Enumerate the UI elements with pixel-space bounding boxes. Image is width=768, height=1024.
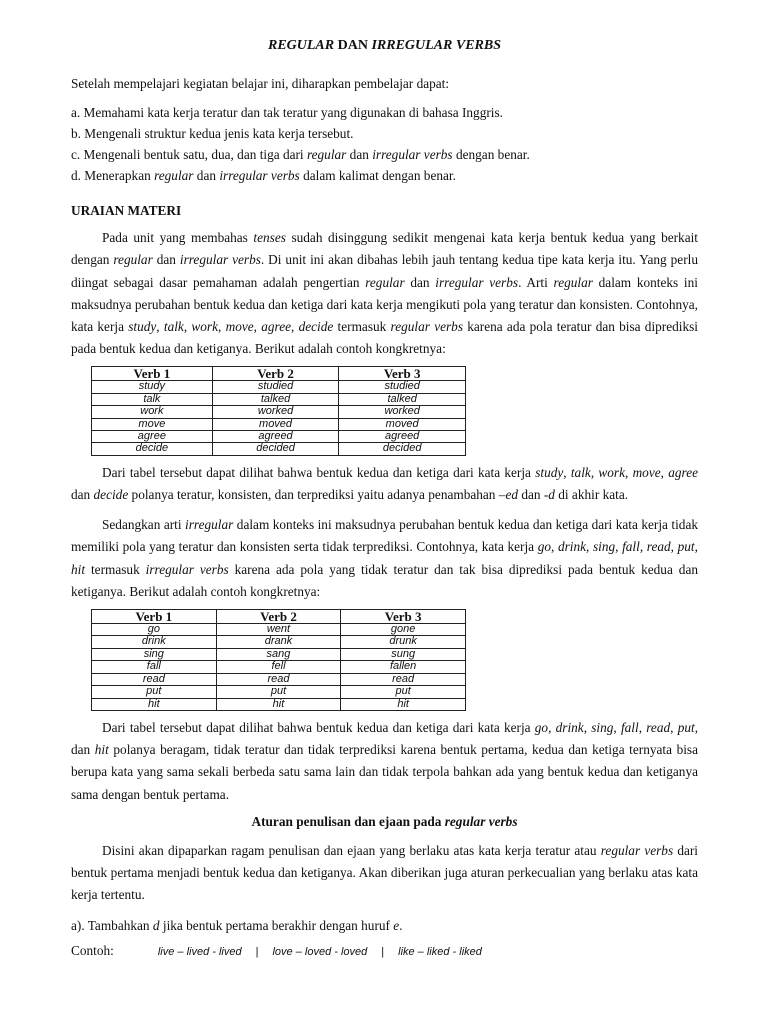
table-cell: gone [341, 624, 466, 636]
table-row [92, 624, 466, 636]
table-cell: drink [92, 636, 217, 648]
rule-a: a). Tambahkan d jika bentuk pertama berakhir dengan huruf e. [71, 918, 403, 934]
table-cell: put [92, 686, 217, 698]
table-cell: sung [341, 648, 466, 660]
objective-c: c. Mengenali bentuk satu, dua, dan tiga dari regular dan irregular verbs dengan benar. [71, 147, 530, 163]
table-cell: decided [212, 443, 339, 455]
header-verb-2: Verb 2 [212, 367, 339, 381]
table-row [92, 686, 466, 698]
table-cell: decide [92, 443, 213, 455]
header-verb-3: Verb 3 [339, 367, 466, 381]
table-cell: talked [212, 393, 339, 405]
table-cell: go [92, 624, 217, 636]
table-cell: read [92, 673, 217, 685]
paragraph-4: Dari tabel tersebut dapat dilihat bahwa bentuk kedua dan ketiga dari kata kerja go, drink, sing, fall, read, put, dan hit polanya beragam, tidak teratur dan tidak terprediksi karena bentuk pertama, kedua dan ketiga ternyata bisa berupa kata yang sama sekali berbeda satu sama lain dan tidak terpola bahkan ada yang bentuk kedua dan ketiganya sama dengan bentuk pertama. [71, 719, 699, 802]
example-label: Contoh: [71, 942, 114, 958]
title-dan: DAN [334, 38, 372, 53]
table-cell: studied [339, 381, 466, 393]
table-cell: fell [216, 661, 341, 673]
table-cell: study [92, 381, 213, 393]
table-cell: put [341, 686, 466, 698]
header-verb-2: Verb 2 [216, 610, 341, 624]
table-cell: hit [341, 698, 466, 710]
header-verb-1: Verb 1 [92, 610, 217, 624]
table-cell: drank [216, 636, 341, 648]
table-row [92, 418, 466, 430]
table-row [92, 443, 466, 455]
table-cell: decided [339, 443, 466, 455]
table-cell: moved [339, 418, 466, 430]
table-cell: worked [212, 406, 339, 418]
table-cell: talked [339, 393, 466, 405]
table-cell: agreed [212, 431, 339, 443]
table-cell: move [92, 418, 213, 430]
table-row [92, 661, 466, 673]
example-line [71, 940, 698, 963]
header-verb-3: Verb 3 [341, 610, 466, 624]
table-cell: moved [212, 418, 339, 430]
rules-subheading: Aturan penulisan dan ejaan pada regular verbs [251, 813, 518, 829]
table-cell: talk [92, 393, 213, 405]
example-live: live – lived - lived [157, 945, 242, 958]
table-row [92, 636, 466, 648]
paragraph-5: Disini akan dipaparkan ragam penulisan dan ejaan yang berlaku atas kata kerja teratur atau regular verbs dari bentuk pertama menjadi bentuk kedua dan ketiganya. Akan diberikan juga aturan perkecualian yang berlaku atas kata kerja tertentu. [71, 842, 698, 903]
table-cell: sang [216, 648, 341, 660]
table-row [92, 673, 466, 685]
table-cell: read [216, 673, 341, 685]
regular-verbs-table [91, 366, 466, 455]
title-regular: REGULAR [267, 38, 335, 53]
table-row [92, 381, 466, 393]
paragraph-2: Dari tabel tersebut dapat dilihat bahwa bentuk kedua dan ketiga dari kata kerja study, talk, work, move, agree dan decide polanya teratur, konsisten, dan terprediksi yaitu adanya penambahan –ed dan -d di akhir kata. [71, 464, 699, 503]
table-cell: put [216, 686, 341, 698]
table-cell: agreed [339, 431, 466, 443]
table-header-row [92, 367, 466, 381]
table-cell: went [216, 624, 341, 636]
paragraph-1: Pada unit yang membahas tenses sudah disinggung sedikit mengenai kata kerja bentuk kedua yang berkait dengan regular dan irregular verbs. Di unit ini akan dibahas lebih jauh tentang kedua tipe kata kerja itu. Yang perlu diingat sebagai dasar pemahaman adalah pengertian regular dan irregular verbs. Arti regular dalam konteks ini maksudnya perubahan bentuk kedua dan ketiga dari kata kerja mengikuti pola yang teratur dan konsisten. Contohnya, kata kerja study, talk, work, move, agree, decide termasuk regular verbs karena ada pola teratur dan bisa diprediksi pada bentuk kedua dan ketiganya. Berikut adalah contoh kongkretnya: [71, 230, 698, 357]
table-cell: fallen [341, 661, 466, 673]
table-cell: hit [216, 698, 341, 710]
table-cell: agree [92, 431, 213, 443]
table-cell: read [341, 673, 466, 685]
table-row [92, 698, 466, 710]
table-cell: worked [339, 406, 466, 418]
document-page [71, 38, 698, 963]
intro-text: Setelah mempelajari kegiatan belajar ini, diharapkan pembelajar dapat: [71, 76, 450, 91]
table-cell: sing [92, 648, 217, 660]
table-row [92, 648, 466, 660]
objective-b: b. Mengenali struktur kedua jenis kata kerja tersebut. [71, 126, 354, 142]
section-heading: URAIAN MATERI [71, 203, 182, 219]
paragraph-3: Sedangkan arti irregular dalam konteks ini maksudnya perubahan bentuk kedua dan ketiga dari kata kerja tidak memiliki pola yang teratur dan konsisten serta tidak terprediksi. Contohnya, kata kerja go, drink, sing, fall, read, put, hit termasuk irregular verbs karena ada pola yang tidak teratur dan tak bisa diprediksi pada bentuk kedua dan ketiganya. Berikut adalah contoh kongkretnya: [71, 517, 698, 599]
table-cell: hit [92, 698, 217, 710]
table-cell: drunk [341, 636, 466, 648]
example-love: love – loved - loved [272, 945, 368, 958]
example-like: like – liked - liked [398, 945, 482, 958]
table-cell: fall [92, 661, 217, 673]
table-row [92, 431, 466, 443]
title-irregular: IRREGULAR VERBS [371, 38, 502, 53]
table-header-row [92, 610, 466, 624]
objective-a: a. Memahami kata kerja teratur dan tak teratur yang digunakan di bahasa Inggris. [71, 105, 503, 121]
separator: | [255, 945, 259, 958]
objective-d: d. Menerapkan regular dan irregular verbs dalam kalimat dengan benar. [71, 168, 456, 184]
header-verb-1: Verb 1 [92, 367, 213, 381]
table-cell: studied [212, 381, 339, 393]
table-cell: work [92, 406, 213, 418]
table-row [92, 393, 466, 405]
page-title [71, 38, 698, 54]
separator: | [381, 945, 385, 958]
irregular-verbs-table [91, 609, 466, 711]
table-row [92, 406, 466, 418]
